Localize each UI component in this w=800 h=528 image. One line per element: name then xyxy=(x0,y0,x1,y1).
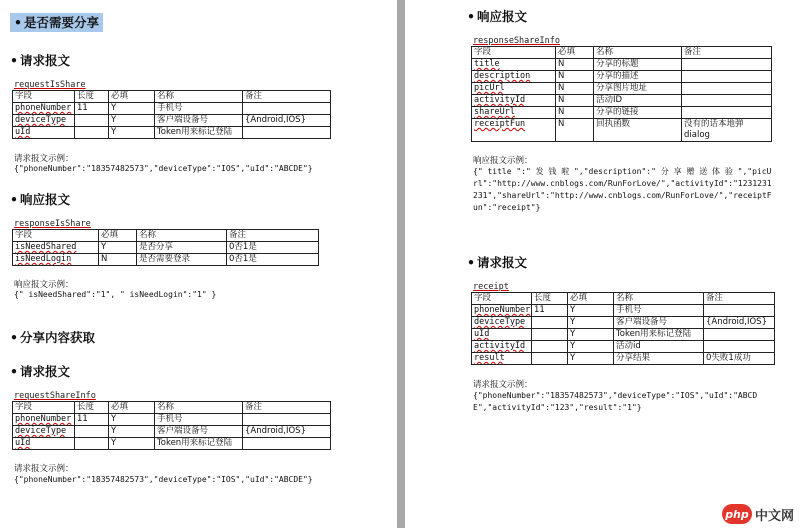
table-cell: 分享的标题 xyxy=(594,59,682,71)
table-cell xyxy=(704,341,775,353)
table-cell: 11 xyxy=(532,305,568,317)
table-cell: 0失败1成功 xyxy=(704,353,775,365)
table-cell xyxy=(704,305,775,317)
table-row xyxy=(13,242,319,254)
table-cell xyxy=(682,95,772,107)
example-label-5: 请求报文示例： xyxy=(473,380,533,390)
table-cell xyxy=(243,414,331,426)
table-cell: {Android,IOS} xyxy=(243,426,331,438)
table-cell: Y xyxy=(568,317,614,329)
table-cell: 手机号 xyxy=(155,414,243,426)
table-cell: Y xyxy=(568,329,614,341)
table-cell: uId xyxy=(472,329,532,341)
table-cell: 活动ID xyxy=(594,95,682,107)
table-cell: Y xyxy=(109,438,155,450)
table-cell xyxy=(532,329,568,341)
table-cell: N xyxy=(556,83,594,95)
table-row xyxy=(13,414,331,426)
table-cell: deviceType xyxy=(13,426,75,438)
table-cell: N xyxy=(556,59,594,71)
table-cell: 0否1是 xyxy=(227,254,319,266)
table-cell: 没有的话本地弹dialog xyxy=(682,119,772,142)
heading-request-3: • 请求报文 xyxy=(467,255,528,270)
example-label-2: 响应报文示例： xyxy=(14,280,74,290)
table-cell: Token用来标记登陆 xyxy=(155,127,243,139)
table-row xyxy=(472,95,772,107)
table-cell: phoneNumber xyxy=(472,305,532,317)
table-header-cell: 备注 xyxy=(704,293,775,305)
table-row xyxy=(472,71,772,83)
table-header-cell: 字段 xyxy=(13,230,99,242)
example-body-3: {"phoneNumber":"18357482573","deviceType":"IOS","uId":"ABCDE"} xyxy=(14,475,313,484)
table-cell: Y xyxy=(109,103,155,115)
document-page-left xyxy=(0,0,397,528)
table-row xyxy=(472,305,775,317)
table-cell: N xyxy=(556,119,594,142)
table-response-is-share xyxy=(12,229,319,266)
table-cell: 是否分享 xyxy=(137,242,227,254)
table-cell: Y xyxy=(568,305,614,317)
table-row xyxy=(472,341,775,353)
table-cell: phoneNumber xyxy=(13,414,75,426)
table-header-cell: 必填 xyxy=(556,47,594,59)
table-name-response-is-share: responseIsShare xyxy=(14,219,91,229)
table-header-cell: 必填 xyxy=(109,402,155,414)
table-cell: Y xyxy=(568,341,614,353)
table-cell: 分享的描述 xyxy=(594,71,682,83)
table-header-cell: 备注 xyxy=(682,47,772,59)
table-cell: shareUrl xyxy=(472,107,556,119)
table-cell: receiptFun xyxy=(472,119,556,142)
table-header-row xyxy=(13,402,331,414)
table-cell: N xyxy=(556,95,594,107)
table-cell: Y xyxy=(109,115,155,127)
table-cell: picUrl xyxy=(472,83,556,95)
table-cell xyxy=(75,426,109,438)
table-header-cell: 字段 xyxy=(13,402,75,414)
table-cell: N xyxy=(99,254,137,266)
table-cell: 11 xyxy=(75,103,109,115)
table-cell: 手机号 xyxy=(155,103,243,115)
table-row xyxy=(472,119,772,142)
table-header-cell: 必填 xyxy=(99,230,137,242)
document-page-right xyxy=(405,0,800,528)
table-cell: activityId xyxy=(472,95,556,107)
table-header-cell: 长度 xyxy=(75,91,109,103)
table-cell: 客户端设备号 xyxy=(155,115,243,127)
table-cell xyxy=(532,341,568,353)
table-cell xyxy=(682,59,772,71)
table-cell: deviceType xyxy=(13,115,75,127)
table-cell: Y xyxy=(568,353,614,365)
table-cell: isNeedShared xyxy=(13,242,99,254)
table-cell: isNeedLogin xyxy=(13,254,99,266)
table-cell: Y xyxy=(109,414,155,426)
table-row xyxy=(13,103,331,115)
table-cell xyxy=(532,317,568,329)
table-header-cell: 字段 xyxy=(472,293,532,305)
table-header-cell: 名称 xyxy=(614,293,704,305)
table-cell: 分享的链接 xyxy=(594,107,682,119)
table-header-cell: 长度 xyxy=(532,293,568,305)
table-name-request-share-info: requestShareInfo xyxy=(14,391,96,401)
table-cell: 活动id xyxy=(614,341,704,353)
table-cell xyxy=(243,103,331,115)
table-cell: 是否需要登录 xyxy=(137,254,227,266)
table-row xyxy=(13,127,331,139)
table-name-response-share-info: responseShareInfo xyxy=(473,36,560,46)
table-header-cell: 名称 xyxy=(155,91,243,103)
table-name-receipt: receipt xyxy=(473,282,509,292)
table-cell xyxy=(75,127,109,139)
table-cell: activityId xyxy=(472,341,532,353)
example-body-2: {" isNeedShared":"1", " isNeedLogin":"1" } xyxy=(14,290,217,299)
watermark-site-name: 中文网 xyxy=(754,508,794,524)
table-cell: Token用来标记登陆 xyxy=(614,329,704,341)
table-cell: 0否1是 xyxy=(227,242,319,254)
table-header-cell: 必填 xyxy=(568,293,614,305)
table-cell xyxy=(682,83,772,95)
table-cell: description xyxy=(472,71,556,83)
table-cell: result xyxy=(472,353,532,365)
table-row xyxy=(472,107,772,119)
table-cell: 11 xyxy=(75,414,109,426)
example-label-4: 响应报文示例： xyxy=(473,156,533,166)
table-cell xyxy=(704,329,775,341)
table-header-cell: 字段 xyxy=(472,47,556,59)
table-row xyxy=(472,59,772,71)
page-gutter xyxy=(397,0,405,528)
table-cell: 手机号 xyxy=(614,305,704,317)
table-cell xyxy=(682,107,772,119)
heading-request-1: • 请求报文 xyxy=(10,53,71,68)
table-cell: 分享图片地址 xyxy=(594,83,682,95)
table-cell xyxy=(75,115,109,127)
table-cell: N xyxy=(556,71,594,83)
example-label-3: 请求报文示例： xyxy=(14,464,74,474)
table-row xyxy=(13,426,331,438)
table-header-cell: 名称 xyxy=(155,402,243,414)
table-row xyxy=(472,353,775,365)
table-header-cell: 备注 xyxy=(227,230,319,242)
table-cell: Token用来标记登陆 xyxy=(155,438,243,450)
table-cell: uId xyxy=(13,127,75,139)
table-cell: Y xyxy=(99,242,137,254)
example-body-4: {" title ":" 发 钱 啦 ","description":" 分 享 赠 送 体 验 ","picUrl":"http://www.cnblogs.com/RunForLove/","activityId":"1231231231","shareUrl":"http://www.cnblogs.com/RunForLove/","receiptFun":"receipt"} xyxy=(473,167,772,212)
table-header-cell: 名称 xyxy=(594,47,682,59)
table-row xyxy=(472,329,775,341)
table-row xyxy=(13,438,331,450)
table-name-request-is-share: requestIsShare xyxy=(14,80,86,90)
table-row xyxy=(13,115,331,127)
table-header-cell: 备注 xyxy=(243,402,331,414)
table-row xyxy=(13,254,319,266)
heading-share-content: • 分享内容获取 xyxy=(10,330,96,345)
heading-response-2: • 响应报文 xyxy=(467,9,528,24)
table-header-cell: 长度 xyxy=(75,402,109,414)
table-header-cell: 字段 xyxy=(13,91,75,103)
table-cell: phoneNumber xyxy=(13,103,75,115)
table-cell: title xyxy=(472,59,556,71)
table-header-cell: 备注 xyxy=(243,91,331,103)
table-receipt xyxy=(471,292,775,365)
table-cell xyxy=(243,127,331,139)
table-request-is-share xyxy=(12,90,331,139)
table-cell: 回执函数 xyxy=(594,119,682,142)
table-cell: 分享结果 xyxy=(614,353,704,365)
table-response-share-info xyxy=(471,46,772,142)
table-cell xyxy=(75,438,109,450)
table-cell: Y xyxy=(109,127,155,139)
table-request-share-info xyxy=(12,401,331,450)
table-header-cell: 名称 xyxy=(137,230,227,242)
table-header-row xyxy=(13,230,319,242)
heading-response-1: • 响应报文 xyxy=(10,192,71,207)
table-cell xyxy=(532,353,568,365)
table-header-row xyxy=(472,47,772,59)
heading-request-2: • 请求报文 xyxy=(10,364,71,379)
table-cell: {Android,IOS} xyxy=(704,317,775,329)
table-cell: Y xyxy=(109,426,155,438)
example-body-5: {"phoneNumber":"18357482573","deviceType":"IOS","uId":"ABCDE","activityId":"123","result":"1"} xyxy=(473,391,758,412)
table-cell: 客户端设备号 xyxy=(155,426,243,438)
example-label-1: 请求报文示例： xyxy=(14,154,74,164)
section-title-is-share: • 是否需要分享 xyxy=(10,13,103,31)
php-logo-icon: php xyxy=(722,504,752,524)
table-row xyxy=(472,83,772,95)
table-row xyxy=(472,317,775,329)
table-cell: uId xyxy=(13,438,75,450)
table-cell: deviceType xyxy=(472,317,532,329)
table-header-row xyxy=(13,91,331,103)
example-body-1: {"phoneNumber":"18357482573","deviceType":"IOS","uId":"ABCDE"} xyxy=(14,164,313,173)
table-cell xyxy=(243,438,331,450)
table-header-row xyxy=(472,293,775,305)
site-watermark xyxy=(722,504,794,524)
table-cell: 客户端设备号 xyxy=(614,317,704,329)
table-cell: {Android,IOS} xyxy=(243,115,331,127)
table-cell xyxy=(682,71,772,83)
table-header-cell: 必填 xyxy=(109,91,155,103)
table-cell: N xyxy=(556,107,594,119)
